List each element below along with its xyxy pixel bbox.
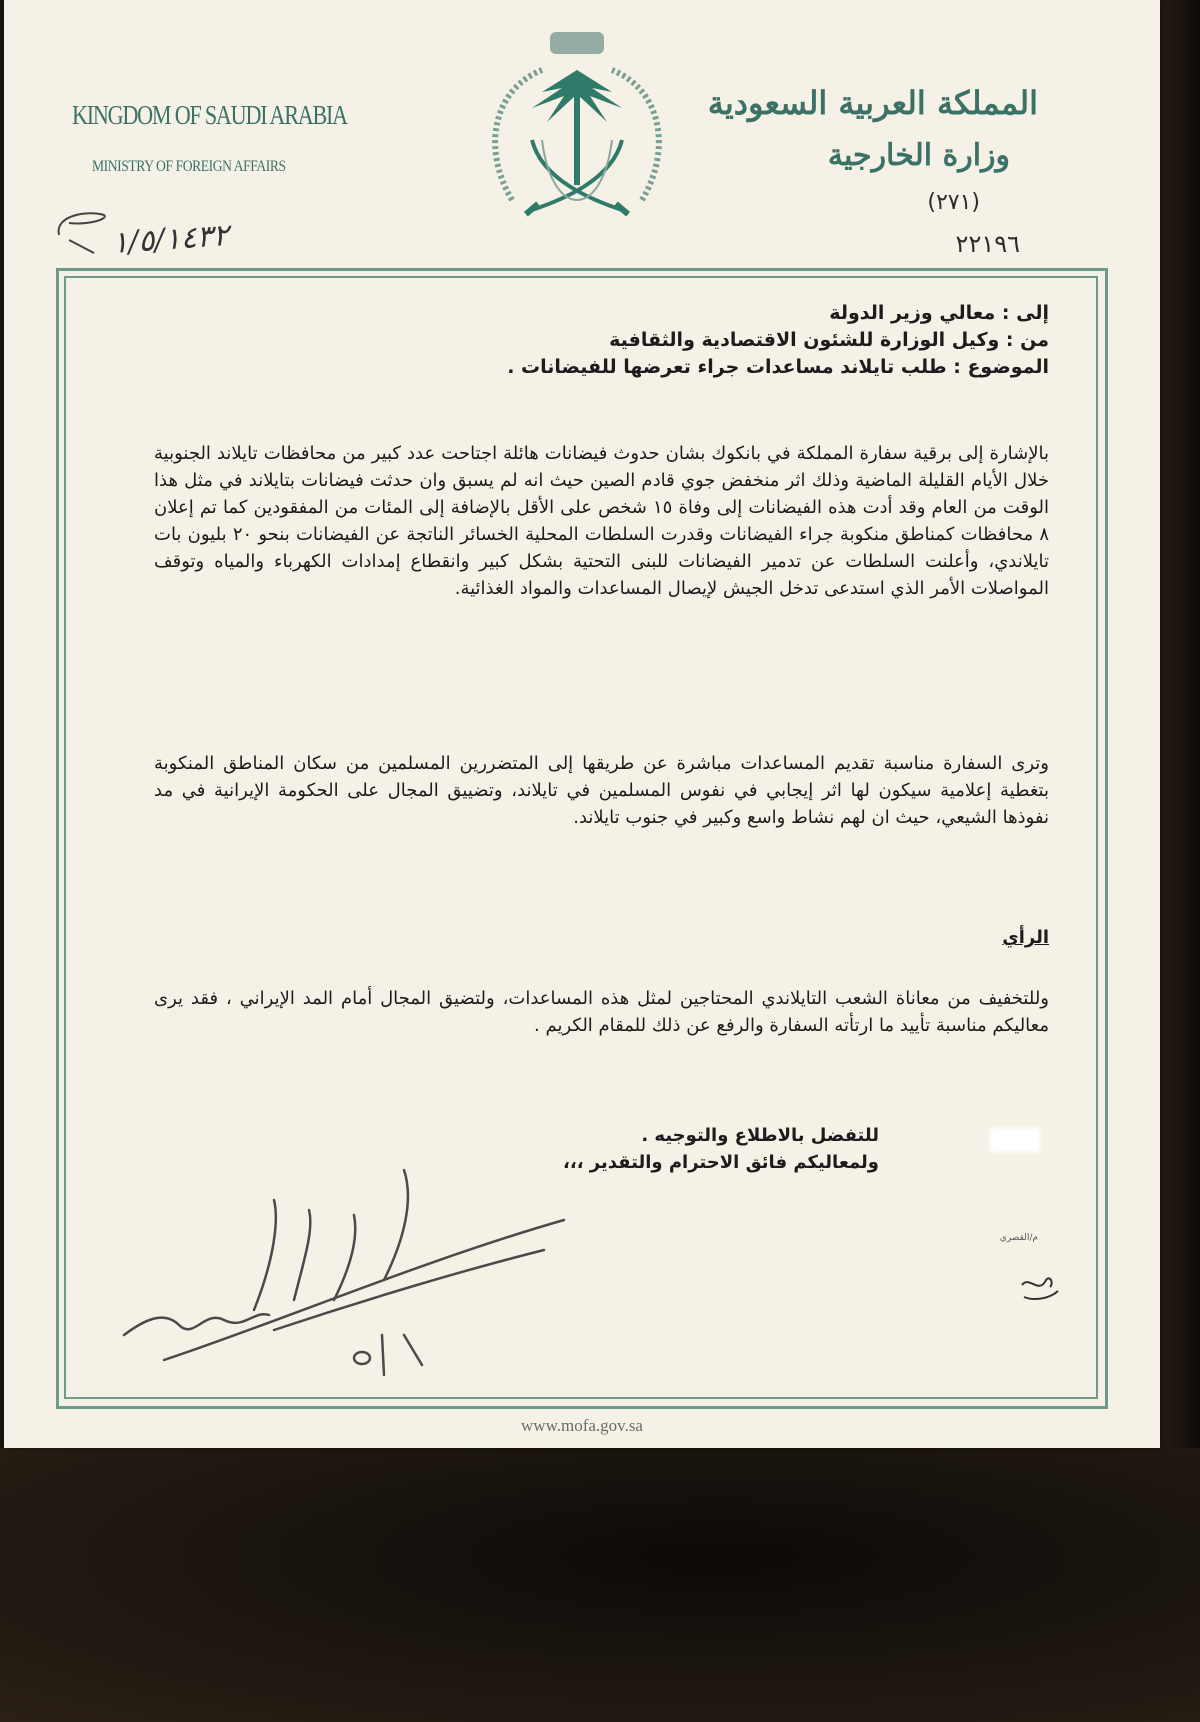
- letterhead-arabic-title: المملكة العربية السعودية: [707, 84, 1038, 122]
- footer-website: www.mofa.gov.sa: [521, 1416, 643, 1435]
- letter-content: [154, 300, 1050, 1173]
- body-paragraph-1: بالإشارة إلى برقية سفارة المملكة في بانكوك بشان حدوث فيضانات هائلة اجتاحت عدد كبير من محافظات تايلاند الجنوبية خلال الأيام القليلة الماضية وذلك اثر منخفض جوي قادم الصين حيث انه لم يسبق وان حدثت فيضانات بتايلاند في مثل هذا الوقت من العام وقد أدت هذه الفيضانات إلى وفاة ١٥ شخص على الأقل بالإضافة إلى المئات من المفقودين كما تم إعلان ٨ محافظات كمناطق منكوبة جراء الفيضانات وقدرت السلطات المحلية الخسائر الناتجة عن الفيضانات بنحو ٢٠ بليون بات تايلاندي، وأعلنت السلطات عن تدمير الفيضانات للبنى التحتية بشكل كبير وانقطاع إمدادات الكهرباء والمياه وتوقف المواصلات الأمر الذي استدعى تدخل الجيش لإيصال المساعدات والمواد الغذائية.: [154, 443, 1050, 599]
- letter-page: [4, 0, 1160, 1448]
- initials-signature-icon: [1014, 1265, 1064, 1309]
- opinion-heading: الرأي: [1002, 927, 1049, 948]
- saudi-emblem-icon: [472, 30, 682, 245]
- handwritten-mark-icon: [49, 205, 119, 259]
- subject-line: الموضوع : طلب تايلاند مساعدات جراء تعرضها للفيضانات .: [507, 356, 1049, 378]
- addressee-line: إلى : معالي وزير الدولة: [829, 302, 1049, 324]
- redaction-whiteout: [990, 1128, 1040, 1152]
- letterhead-english-subtitle: MINISTRY OF FOREIGN AFFAIRS: [92, 158, 286, 175]
- handwritten-signature-icon: [104, 1160, 584, 1384]
- letterhead-arabic-subtitle: وزارة الخارجية: [827, 138, 1010, 173]
- background-surface: [0, 1448, 1200, 1722]
- initials-label: م/القصري: [999, 1233, 1038, 1243]
- letterhead-english-title: KINGDOM OF SAUDI ARABIA: [72, 100, 347, 130]
- sender-line: من : وكيل الوزارة للشئون الاقتصادية والثقافية: [609, 329, 1049, 351]
- handwritten-date: ١/٥/١٤٣٢: [110, 217, 230, 262]
- reference-number: (٢٧١): [927, 190, 980, 215]
- body-paragraph-3: وللتخفيف من معاناة الشعب التايلاندي المحتاجين لمثل هذه المساعدات، ولتضيق المجال أمام المد الإيراني ، فقد يرى معاليكم مناسبة تأييد ما ارتأته السفارة والرفع عن ذلك للمقام الكريم .: [154, 988, 1049, 1036]
- body-paragraph-2: وترى السفارة مناسبة تقديم المساعدات مباشرة عن طريقها إلى المتضررين المسلمين من سكان المناطق المنكوبة بتغطية إعلامية سيكون لها اثر إيجابي في نفوس المسلمين في تايلاند، وتضييق المجال على الحكومة الإيرانية في مد نفوذها الشيعي، حيث ان لهم نشاط واسع وكبير في جنوب تايلاند.: [154, 753, 1049, 828]
- closing-line-1: للتفضل بالاطلاع والتوجيه .: [641, 1125, 879, 1146]
- document-number: ٢٢١٩٦: [955, 230, 1020, 258]
- closing-line-2: ولمعاليكم فائق الاحترام والتقدير ،،،: [563, 1152, 879, 1173]
